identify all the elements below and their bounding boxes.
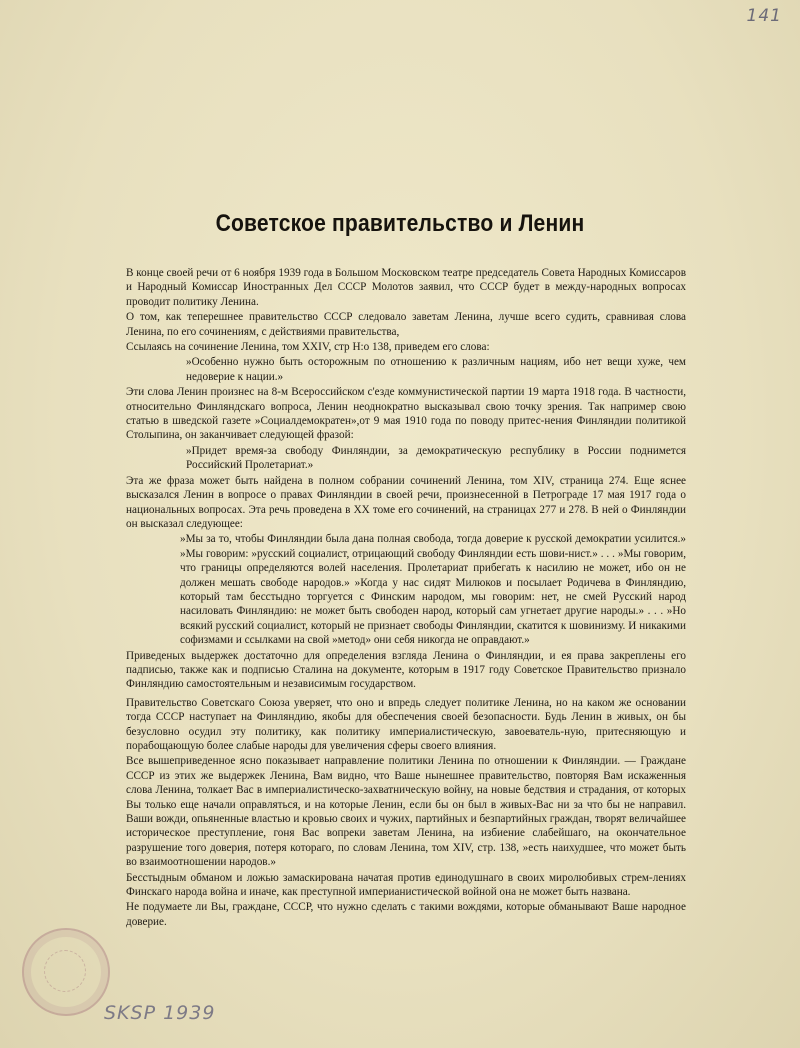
quote-3: »Мы за то, чтобы Финляндии была дана полная свобода, тогда доверие к русской демократии усилится.» »Мы говорим: »русский социалист, отрицающий свободу Финляндии есть шови-нист.» . . . »Мы говорим, что границы определяются волей населения. Пролетариат прибегать к насилию не может, ибо он не должен мешать свободе народов.» »Когда у нас сидят Милюков и посылает Родичева в Финляндию, который там бесстыдно торгуется с Финским народом, мы говорим: нет, не смей Русский народ насиловать Финляндию: не может быть свободен народ, который сам угнетает другие народы.» . . . »Но всякий русский социалист, который не признает свободы Финляндии, скатится к шовинизму. И никакими софизмами и ссылками на свой »метод» они себя никогда не оправдают.» (180, 533, 686, 647)
archive-stamp-center (44, 950, 86, 992)
paragraph-5: Эта же фраза может быть найдена в полном собрании сочинений Ленина, том XIV, страница 274. Еще яснее высказался Ленин в вопросе о правах Финляндии в своей речи, произнесенной в Петрограде 17 мая 1917 года о национальных вопросах. Эта речь проведена в XX томе его сочинений, на страницах 277 и 278. В ней о Финляндии он высказал следующее: (126, 474, 686, 530)
paragraph-10: Не подумаете ли Вы, граждане, СССР, что нужно сделать с такими вождями, которые обманывают Ваше народное доверие. (126, 901, 686, 928)
paragraph-9: Бесстыдным обманом и ложью замаскирована начатая против единодушнаго в своих миролюбивых стрем-лениях Финскаго народа война и иначе, как преступной империанистической войной она не может быть названа. (126, 871, 686, 899)
document-title: Советское правительство и Ленин (215, 210, 585, 237)
quote-2: »Придет время-за свободу Финляндии, за демократическую республику в России поднимется Российский Пролетариат.» (186, 444, 686, 472)
paragraph-3: Ссылаясь на сочинение Ленина, том XXIV, стр Н:о 138, приведем его слова: (126, 341, 490, 354)
page-number: 141 (746, 6, 782, 26)
paragraph-6: Приведеных выдержек достаточно для определения взгляда Ленина о Финляндии, и ея права закреплены его падписью, также как и подписью Сталина на документе, которым в 1917 году Советское Правительство признало Финляндию самостоятельным и независимым государством. (126, 649, 686, 691)
archive-stamp (22, 928, 110, 1016)
paragraph-2: О том, как теперешнее правительство СССР следовало заветам Ленина, лучше всего судить, сравнивая слова Ленина, по его сочинениям, с действиями правительства, (126, 311, 686, 338)
archive-mark: SKSP 1939 (104, 1002, 216, 1024)
paragraph-8: Все вышеприведенное ясно показывает направление политики Ленина по отношении к Финляндии. — Граждане СССР из этих же выдержек Ленина, Вам видно, что Ваше нынешнее правительство, повторяя Вам искаженныя слова Ленина, толкает Вас в империалистическо-захватническую войну, на новые бедствия и страдания, от которых Вы только еще начали оправляться, и на которые Ленин, если бы он был в живых-Вас ни за что бы не направил. Ваши вожди, опьяненные властью и кровью своих и чужих, партийных и безпартийных граждан, творят величайшее историческое преступление, гоня Вас вопреки заветам Ленина, на избиение слабейшаго, на окончательное разрушение того доверия, потеря котораго, по словам Ленина, том XIV, стр. 138, »есть наихудшее, что может быть во взаимоотношении народов.» (126, 755, 686, 869)
paragraph-1: В конце своей речи от 6 ноября 1939 года в Большом Московском театре председатель Совета Народных Комиссаров и Народный Комиссар Иностранных Дел СССР Молотов заявил, что СССР будет в между-народных вопросах проводит политику Ленина. (126, 267, 686, 308)
paragraph-4: Эти слова Ленин произнес на 8-м Всероссийском с'езде коммунистической партии 19 марта 1918 года. В частности, относительно Финляндскаго вопроса, Ленин неоднократно высказывал свою точку зрения. Так например свою статью в шведской газете »Социалдемократен»,от 9 мая 1910 года по поводу притес-нения Финляндии политикой Столыпина, он заканчивает следующей фразой: (126, 386, 686, 442)
paragraph-7: Правительство Советскаго Союза уверяет, что оно и впредь следует политике Ленина, но на каком же основании тогда СССР наступает на Финляндию, якобы для обеспечения своей безопасности. Будь Ленин в живых, он бы безусловно осудил эту политику, как политику империалистическую, завоеватель-ную, притесняющую и порабощающую более слабые народы для увеличения сферы своего влияния. (126, 696, 686, 752)
document-body (126, 266, 686, 930)
quote-1: »Особенно нужно быть осторожным по отношению к различным нациям, ибо нет вещи хуже, чем недоверие к нации.» (186, 356, 686, 383)
